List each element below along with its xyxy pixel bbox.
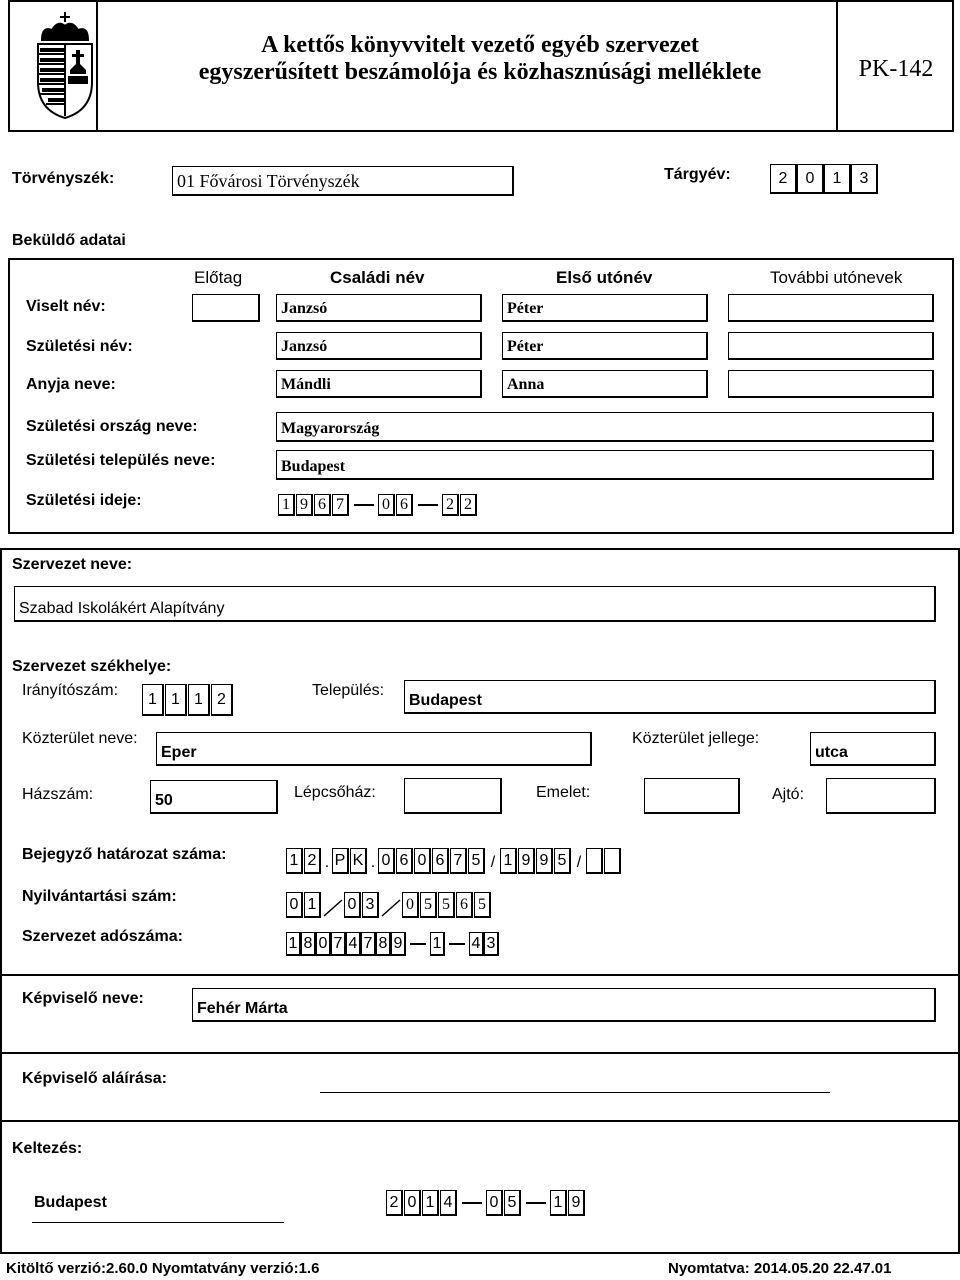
reg-decision-char xyxy=(586,848,603,874)
worn-name-prefix[interactable] xyxy=(192,294,260,322)
reg-decision-char: K xyxy=(350,848,367,874)
dating-date-field[interactable] xyxy=(386,1190,586,1216)
mother-name-family[interactable]: Mándli xyxy=(276,370,482,398)
door-label: Ajtó: xyxy=(772,786,805,803)
reg-decision-char: 0 xyxy=(378,848,395,874)
reg-decision-char: 6 xyxy=(396,848,413,874)
year-digit: 2 xyxy=(770,164,797,194)
floor-label: Emelet: xyxy=(536,784,591,801)
birth-date-label: Születési ideje: xyxy=(26,492,142,509)
birth-year-digit: 6 xyxy=(314,494,331,516)
staircase-field[interactable] xyxy=(404,778,502,814)
dating-day-digit: 1 xyxy=(550,1190,567,1216)
tax-digit: 7 xyxy=(331,932,346,956)
reg-decision-char: 5 xyxy=(468,848,485,874)
reg-decision-char: 5 xyxy=(554,848,571,874)
dating-place[interactable]: Budapest xyxy=(34,1194,107,1211)
birth-country-field[interactable]: Magyarország xyxy=(276,412,934,442)
footer-printed: Nyomtatva: 2014.05.20 22.47.01 xyxy=(668,1260,892,1277)
birth-year-digit: 7 xyxy=(332,494,349,516)
sender-panel xyxy=(8,258,954,534)
reg-number-digit: 0 xyxy=(402,892,419,918)
house-number-label: Házszám: xyxy=(22,786,94,803)
reg-decision-char: 0 xyxy=(414,848,431,874)
tax-digit: 8 xyxy=(376,932,391,956)
slash-separator-icon xyxy=(380,896,402,918)
tax-digit: 1 xyxy=(286,932,301,956)
worn-name-other[interactable] xyxy=(728,294,934,322)
representative-panel xyxy=(0,976,960,1254)
tax-dash xyxy=(410,943,426,945)
tax-digit: 0 xyxy=(316,932,331,956)
street-type-field[interactable]: utca xyxy=(810,732,936,766)
tax-digit: 4 xyxy=(469,932,484,956)
dating-day-digit: 9 xyxy=(568,1190,585,1216)
date-dash xyxy=(418,504,438,506)
reg-decision-char: 7 xyxy=(450,848,467,874)
rep-name-label: Képviselő neve: xyxy=(22,990,144,1007)
street-field[interactable]: Eper xyxy=(156,732,592,766)
dating-label: Keltezés: xyxy=(12,1140,83,1157)
court-field[interactable]: 01 Fővárosi Törvényszék xyxy=(172,166,514,196)
col-family-header: Családi név xyxy=(330,268,425,287)
date-dash xyxy=(354,504,374,506)
birth-city-field[interactable]: Budapest xyxy=(276,450,934,480)
zip-digit: 1 xyxy=(165,684,187,716)
birth-name-family[interactable]: Janzsó xyxy=(276,332,482,360)
form-title-line1: A kettős könyvvitelt vezető egyéb szervezet xyxy=(261,32,699,58)
house-number-field[interactable]: 50 xyxy=(150,780,278,814)
tax-digit: 7 xyxy=(361,932,376,956)
org-name-field[interactable]: Szabad Iskolákért Alapítvány xyxy=(14,586,936,622)
reg-decision-slash: / xyxy=(576,854,582,871)
birth-name-label: Születési név: xyxy=(26,338,133,355)
reg-decision-char: P xyxy=(332,848,349,874)
dating-month-digit: 5 xyxy=(504,1190,521,1216)
tax-digit: 1 xyxy=(430,932,445,956)
reg-decision-char xyxy=(604,848,621,874)
col-first-header: Első utónév xyxy=(556,268,653,287)
dating-month-digit: 0 xyxy=(486,1190,503,1216)
header-panel xyxy=(8,0,954,132)
birth-country-label: Születési ország neve: xyxy=(26,418,198,435)
tax-number-field[interactable] xyxy=(286,932,499,956)
col-other-header: További utónevek xyxy=(770,268,903,287)
birth-month-digit: 0 xyxy=(378,494,395,516)
header-divider-left xyxy=(96,2,98,130)
col-prefix-header: Előtag xyxy=(194,268,243,287)
year-label: Tárgyév: xyxy=(664,166,731,183)
slash-separator-icon xyxy=(322,896,344,918)
form-title-line2: egyszerűsített beszámolója és közhasznúsági melléklete xyxy=(198,59,762,85)
zip-digit: 1 xyxy=(142,684,164,716)
reg-decision-char: 6 xyxy=(432,848,449,874)
section-divider xyxy=(2,1120,958,1122)
reg-number-label: Nyilvántartási szám: xyxy=(22,888,177,905)
street-type-label: Közterület jellege: xyxy=(632,730,760,747)
tax-dash xyxy=(449,943,465,945)
zip-digit: 2 xyxy=(211,684,233,716)
mother-name-label: Anyja neve: xyxy=(26,376,116,393)
mother-name-first[interactable]: Anna xyxy=(502,370,708,398)
reg-decision-dot: . xyxy=(370,854,376,871)
dating-place-underline xyxy=(32,1222,284,1223)
tax-digit: 8 xyxy=(301,932,316,956)
zip-field[interactable] xyxy=(142,684,234,716)
reg-decision-char: 9 xyxy=(536,848,553,874)
staircase-label: Lépcsőház: xyxy=(294,784,376,801)
reg-number-digit: 6 xyxy=(456,892,473,918)
reg-decision-slash: / xyxy=(490,854,496,871)
door-field[interactable] xyxy=(826,778,936,814)
birth-day-digit: 2 xyxy=(460,494,477,516)
dating-year-digit: 1 xyxy=(422,1190,439,1216)
dating-year-digit: 4 xyxy=(440,1190,457,1216)
reg-number-field[interactable] xyxy=(286,892,492,918)
reg-decision-field[interactable] xyxy=(286,848,622,874)
city-field[interactable]: Budapest xyxy=(404,680,936,714)
rep-name-field[interactable]: Fehér Márta xyxy=(192,988,936,1022)
reg-number-digit: 0 xyxy=(286,892,303,918)
reg-number-digit: 5 xyxy=(474,892,491,918)
reg-number-digit: 3 xyxy=(362,892,379,918)
year-digit: 3 xyxy=(851,164,878,194)
floor-field[interactable] xyxy=(644,778,740,814)
date-dash xyxy=(526,1202,546,1204)
reg-decision-char: 2 xyxy=(304,848,321,874)
dating-year-digit: 2 xyxy=(386,1190,403,1216)
year-digit: 0 xyxy=(797,164,824,194)
tax-digit: 3 xyxy=(484,932,499,956)
form-code: PK-142 xyxy=(858,56,934,82)
city-label: Település: xyxy=(312,682,385,699)
reg-decision-dot: . xyxy=(324,854,330,871)
birth-year-digit: 1 xyxy=(278,494,295,516)
org-panel xyxy=(0,548,960,976)
org-name-label: Szervezet neve: xyxy=(12,556,133,573)
reg-number-digit: 5 xyxy=(438,892,455,918)
org-seat-label: Szervezet székhelye: xyxy=(12,658,172,675)
date-dash xyxy=(462,1202,482,1204)
year-field[interactable] xyxy=(770,164,878,194)
birth-month-digit: 6 xyxy=(396,494,413,516)
birth-name-first[interactable]: Péter xyxy=(502,332,708,360)
reg-decision-char: 1 xyxy=(286,848,303,874)
hungarian-coat-of-arms-icon xyxy=(32,10,98,120)
rep-signature-line[interactable] xyxy=(320,1092,830,1093)
sender-section-label: Beküldő adatai xyxy=(12,232,126,249)
worn-name-family[interactable]: Janzsó xyxy=(276,294,482,322)
reg-decision-char: 1 xyxy=(500,848,517,874)
birth-day-digit: 2 xyxy=(442,494,459,516)
tax-digit: 4 xyxy=(346,932,361,956)
reg-number-digit: 5 xyxy=(420,892,437,918)
footer-version: Kitöltő verzió:2.60.0 Nyomtatvány verzió:1.6 xyxy=(6,1260,320,1277)
zip-digit: 1 xyxy=(188,684,210,716)
section-divider xyxy=(2,1052,958,1054)
year-digit: 1 xyxy=(824,164,851,194)
reg-decision-char: 9 xyxy=(518,848,535,874)
mother-name-other[interactable] xyxy=(728,370,934,398)
birth-date-field[interactable] xyxy=(278,494,478,516)
reg-number-digit: 0 xyxy=(344,892,361,918)
reg-number-digit: 1 xyxy=(304,892,321,918)
form-title xyxy=(130,32,830,86)
tax-number-label: Szervezet adószáma: xyxy=(22,928,183,945)
reg-decision-label: Bejegyző határozat száma: xyxy=(22,846,227,863)
birth-year-digit: 9 xyxy=(296,494,313,516)
tax-digit: 9 xyxy=(391,932,406,956)
court-label: Törvényszék: xyxy=(12,170,115,187)
birth-city-label: Születési település neve: xyxy=(26,452,216,469)
worn-name-first[interactable]: Péter xyxy=(502,294,708,322)
birth-name-other[interactable] xyxy=(728,332,934,360)
dating-year-digit: 0 xyxy=(404,1190,421,1216)
worn-name-label: Viselt név: xyxy=(26,298,106,315)
rep-signature-label: Képviselő aláírása: xyxy=(22,1070,167,1087)
street-label: Közterület neve: xyxy=(22,730,138,747)
zip-label: Irányítószám: xyxy=(22,682,119,699)
